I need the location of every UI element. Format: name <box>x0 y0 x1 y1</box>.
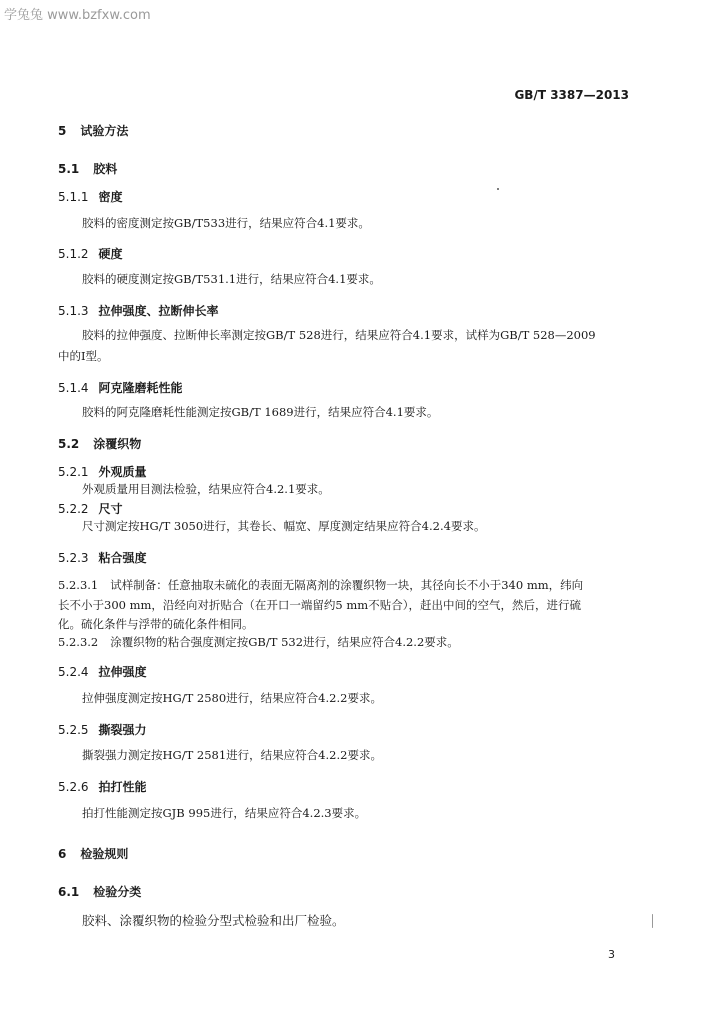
heading-title: 拉伸强度、拉断伸长率 <box>98 304 219 318</box>
heading-title: 检验分类 <box>93 885 142 899</box>
heading-5-1-4 <box>58 379 183 396</box>
heading-number: 5 <box>58 124 67 138</box>
heading-title: 外观质量 <box>98 465 147 479</box>
heading-title: 胶料 <box>93 162 118 176</box>
scan-speck <box>497 188 499 190</box>
heading-5-2-5 <box>58 721 147 738</box>
heading-title: 阿克隆磨耗性能 <box>98 381 183 395</box>
clause-text: 试样制备：任意抽取未硫化的表面无隔离剂的涂覆织物一块，其径向长不小于340 mm，纬向 <box>110 578 584 592</box>
heading-number: 5.2 <box>58 437 80 451</box>
clause-number: 5.2.3.2 <box>58 635 99 649</box>
heading-number: 5.1.4 <box>58 381 89 395</box>
heading-5-1 <box>58 160 117 177</box>
heading-6-1 <box>58 883 141 900</box>
heading-5-2-4 <box>58 663 147 680</box>
heading-number: 5.2.1 <box>58 465 89 479</box>
heading-number: 6 <box>58 847 67 861</box>
scan-speck <box>652 914 653 928</box>
heading-number: 5.1 <box>58 162 80 176</box>
paragraph-5-2-2: 尺寸测定按HG/T 3050进行，其卷长、幅宽、厚度测定结果应符合4.2.4要求。 <box>82 519 486 533</box>
paragraph-5-2-3-1-line3: 化。硫化条件与浮带的硫化条件相同。 <box>58 617 254 631</box>
clause-text: 涂覆织物的粘合强度测定按GB/T 532进行，结果应符合4.2.2要求。 <box>110 635 459 649</box>
heading-title: 拉伸强度 <box>98 665 147 679</box>
heading-number: 5.2.4 <box>58 665 89 679</box>
paragraph-5-2-3-2 <box>58 634 459 650</box>
paragraph-5-2-3-1-line1 <box>58 577 583 593</box>
heading-title: 检验规则 <box>80 847 129 861</box>
heading-title: 尺寸 <box>98 502 123 516</box>
paragraph-5-1-3-line2: 中的Ⅰ型。 <box>58 349 109 363</box>
heading-title: 试验方法 <box>80 124 129 138</box>
heading-5-2-1 <box>58 463 147 480</box>
heading-5-1-2 <box>58 245 123 262</box>
heading-number: 5.1.3 <box>58 304 89 318</box>
paragraph-6-1: 胶料、涂覆织物的检验分型式检验和出厂检验。 <box>82 913 345 928</box>
paragraph-5-1-2: 胶料的硬度测定按GB/T531.1进行，结果应符合4.1要求。 <box>82 272 381 286</box>
heading-title: 粘合强度 <box>98 551 147 565</box>
heading-title: 密度 <box>98 190 123 204</box>
paragraph-5-1-1: 胶料的密度测定按GB/T533进行，结果应符合4.1要求。 <box>82 216 370 230</box>
watermark: 学兔兔 www.bzfxw.com <box>4 8 151 23</box>
heading-5-2 <box>58 435 141 452</box>
paragraph-5-1-3-line1: 胶料的拉伸强度、拉断伸长率测定按GB/T 528进行，结果应符合4.1要求，试样为GB/T 528—2009 <box>82 328 596 342</box>
heading-number: 5.1.1 <box>58 190 89 204</box>
heading-number: 5.2.5 <box>58 723 89 737</box>
paragraph-5-2-4: 拉伸强度测定按HG/T 2580进行，结果应符合4.2.2要求。 <box>82 691 382 705</box>
heading-title: 涂覆织物 <box>93 437 142 451</box>
paragraph-5-1-4: 胶料的阿克隆磨耗性能测定按GB/T 1689进行，结果应符合4.1要求。 <box>82 405 439 419</box>
heading-title: 拍打性能 <box>98 780 147 794</box>
heading-6 <box>58 845 128 862</box>
standard-code: GB/T 3387—2013 <box>514 88 629 102</box>
clause-number: 5.2.3.1 <box>58 578 99 592</box>
heading-number: 5.1.2 <box>58 247 89 261</box>
heading-title: 硬度 <box>98 247 123 261</box>
heading-number: 5.2.6 <box>58 780 89 794</box>
paragraph-5-2-5: 撕裂强力测定按HG/T 2581进行，结果应符合4.2.2要求。 <box>82 748 382 762</box>
heading-5-2-3 <box>58 549 147 566</box>
heading-5-1-3 <box>58 302 219 319</box>
paragraph-5-2-3-1-line2: 长不小于300 mm，沿经向对折贴合（在开口一端留约5 mm不贴合），赶出中间的空气，然后，进行硫 <box>58 598 581 612</box>
heading-5-2-6 <box>58 778 147 795</box>
heading-number: 6.1 <box>58 885 80 899</box>
paragraph-5-2-1: 外观质量用目测法检验，结果应符合4.2.1要求。 <box>82 482 330 496</box>
heading-title: 撕裂强力 <box>98 723 147 737</box>
heading-number: 5.2.2 <box>58 502 89 516</box>
heading-5 <box>58 122 128 139</box>
heading-number: 5.2.3 <box>58 551 89 565</box>
heading-5-1-1 <box>58 188 123 205</box>
page-number: 3 <box>608 948 615 961</box>
heading-5-2-2 <box>58 500 123 517</box>
paragraph-5-2-6: 拍打性能测定按GJB 995进行，结果应符合4.2.3要求。 <box>82 806 367 820</box>
